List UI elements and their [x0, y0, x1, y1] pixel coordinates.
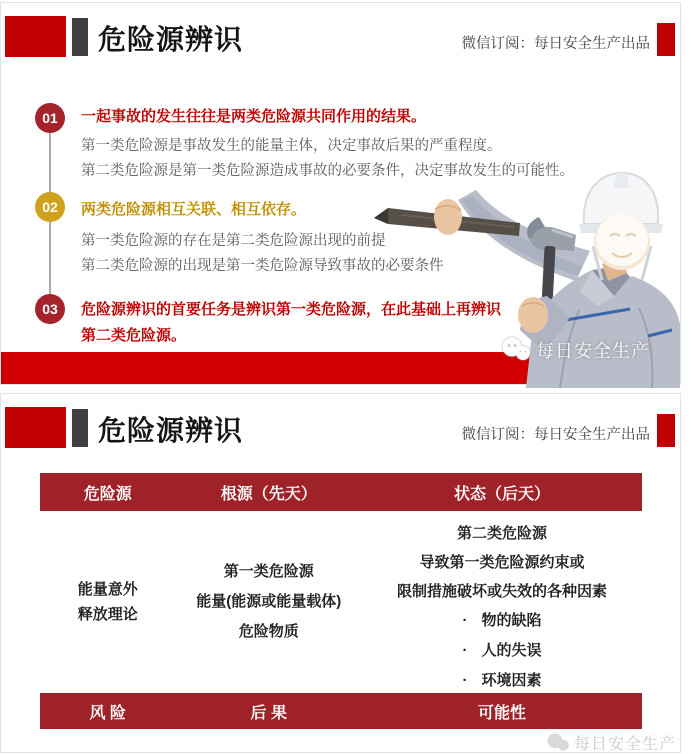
point-2-body-line: 第二类危险源的出现是第一类危险源导致事故的必要条件: [81, 258, 444, 274]
bullet-text: 人的失误: [481, 642, 542, 659]
point-1-body-line: 第二类危险源是第一类危险源造成事故的必要条件，决定事故发生的可能性。: [81, 163, 574, 179]
point-2-body-line: 第一类危险源的存在是第二类危险源出现的前提: [81, 233, 386, 249]
table-header-row: [40, 473, 642, 511]
table-cell-line: 第一类危险源: [223, 563, 314, 580]
table-cell-line: 导致第一类危险源约束或: [419, 554, 585, 571]
point-1-body-line: 第一类危险源是事故发生的能量主体，决定事故后果的严重程度。: [81, 138, 502, 154]
header-dark-bar-decoration: [72, 409, 88, 447]
point-1-heading: 一起事故的发生往往是两类危险源共同作用的结果。: [81, 108, 427, 125]
table-cell-theory: [40, 511, 175, 693]
bullet-dot: ·: [462, 612, 468, 629]
table-cell-line: 能量意外: [77, 581, 138, 598]
slide-2: [0, 393, 681, 753]
hazard-table: [40, 473, 642, 729]
table-footer-cell: 后 果: [250, 704, 287, 722]
table-header-cell: 危险源: [83, 485, 132, 503]
point-1-number-badge: 01: [35, 103, 65, 133]
table-bullet-item: [463, 636, 542, 666]
watermark-text: 每日安全生产: [536, 341, 650, 361]
slide-1: [0, 2, 681, 385]
header-red-block-decoration: [5, 407, 66, 448]
header-right-red-block-decoration: [657, 414, 675, 447]
bullet-text: 环境因素: [481, 672, 542, 689]
wechat-icon: [501, 337, 531, 363]
subscription-text: 微信订阅：每日安全生产出品: [461, 36, 650, 52]
table-header-cell: 根源（先天）: [220, 485, 317, 503]
bullet-dot: ·: [462, 642, 468, 659]
slide-title: 危险源辨识: [98, 24, 244, 55]
table-footer-row: [40, 693, 642, 729]
table-body-row: [40, 511, 642, 693]
header-dark-bar-decoration: [72, 18, 88, 56]
point-3-number-badge: 03: [35, 294, 65, 324]
point-2-heading: 两类危险源相互关联、相互依存。: [81, 201, 307, 218]
header-red-block-decoration: [5, 16, 66, 57]
header-right-red-block-decoration: [657, 23, 675, 56]
point-3-heading-line: 危险源辨识的首要任务是辨识第一类危险源，在此基础上再辨识: [81, 301, 502, 318]
subscription-text: 微信订阅：每日安全生产出品: [461, 427, 650, 443]
table-footer-cell: 可能性: [478, 704, 527, 722]
point-3-heading-line: 第二类危险源。: [81, 327, 187, 344]
bullet-text: 物的缺陷: [481, 612, 542, 629]
point-2-number-badge: 02: [35, 192, 65, 222]
table-bullet-item: [463, 606, 542, 636]
table-cell-line: 限制措施破坏或失效的各种因素: [397, 583, 608, 600]
table-footer-cell: 风 险: [89, 704, 126, 722]
wechat-icon: [546, 733, 570, 753]
table-header-cell: 状态（后天）: [454, 485, 551, 503]
table-cell-line: 释放理论: [77, 606, 138, 623]
table-cell-line: 第二类危险源: [457, 525, 548, 542]
table-cell-line: 能量(能源或能量载体): [196, 593, 342, 610]
table-bullet-item: [463, 666, 542, 696]
point-3-heading: [81, 297, 501, 349]
watermark: [546, 731, 676, 754]
table-cell-root-source: [175, 511, 362, 693]
table-cell-state: [362, 511, 642, 693]
watermark-text: 每日安全生产: [573, 736, 676, 753]
table-cell-line: 危险物质: [238, 623, 299, 640]
slide-title: 危险源辨识: [98, 415, 244, 446]
bullet-dot: ·: [462, 672, 468, 689]
watermark: [501, 337, 650, 363]
